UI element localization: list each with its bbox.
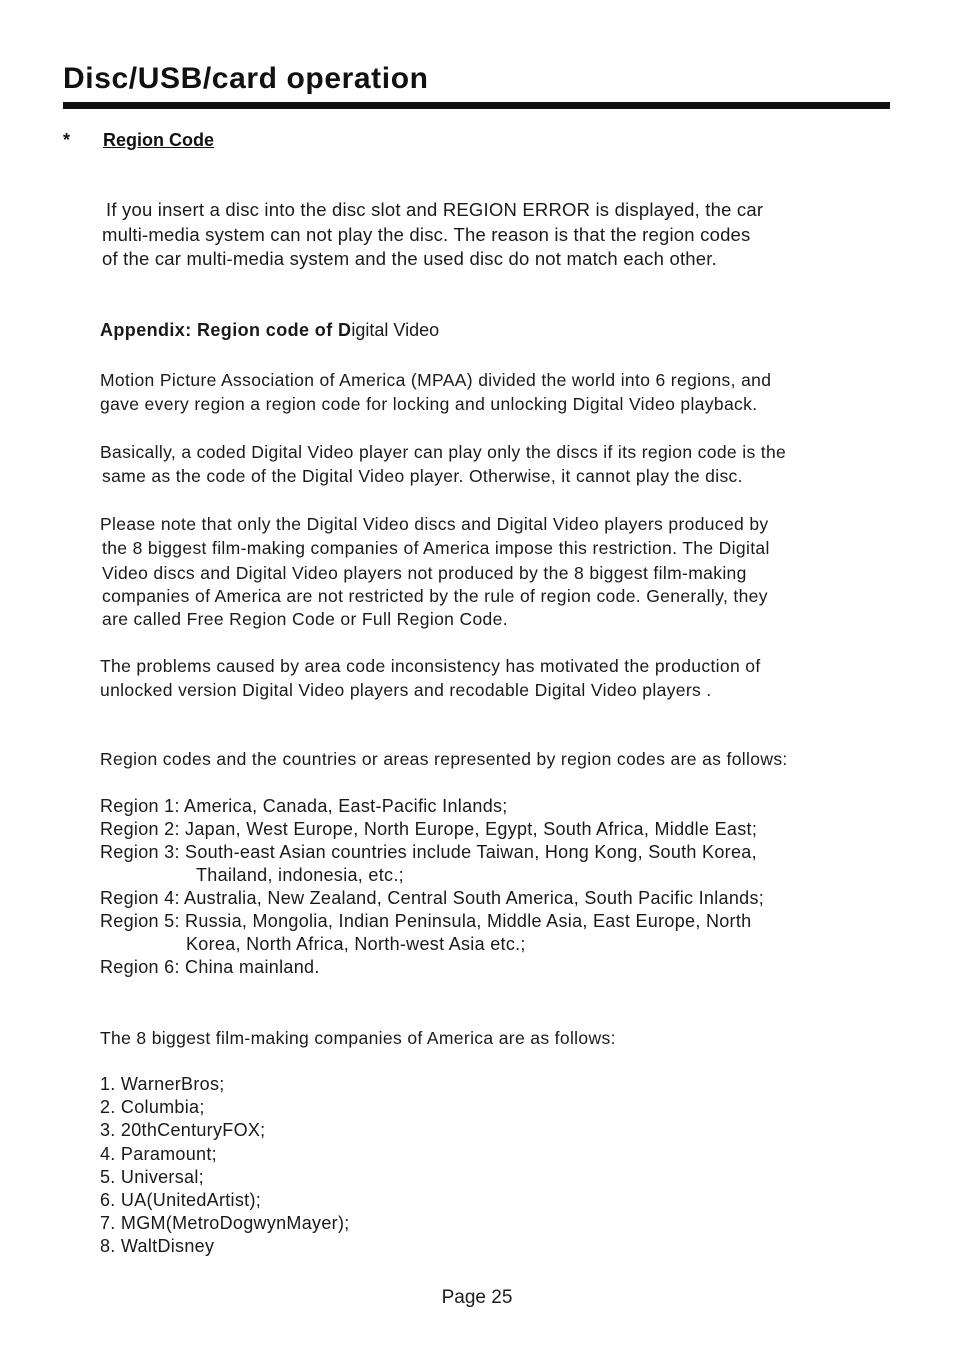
appendix-heading [100, 320, 439, 341]
para3-line: are called Free Region Code or Full Region Code. [102, 609, 508, 629]
regions-intro: Region codes and the countries or areas represented by region codes are as follows: [100, 749, 788, 769]
title-rule [63, 102, 890, 109]
para3-line: companies of America are not restricted by the rule of region code. Generally, they [102, 586, 768, 606]
page-title: Disc/USB/card operation [63, 62, 429, 95]
para3-line: Please note that only the Digital Video discs and Digital Video players produced by [100, 514, 769, 534]
section-title: Region Code [103, 130, 214, 150]
region-line: Region 3: South-east Asian countries include Taiwan, Hong Kong, South Korea, [100, 842, 757, 862]
company-item: 2. Columbia; [100, 1097, 205, 1117]
region-line-continued: Korea, North Africa, North-west Asia etc.; [186, 934, 526, 954]
para2-line: same as the code of the Digital Video player. Otherwise, it cannot play the disc. [102, 466, 743, 486]
section-heading [63, 130, 214, 151]
company-item: 6. UA(UnitedArtist); [100, 1190, 262, 1210]
para1-line: Motion Picture Association of America (MPAA) divided the world into 6 regions, and [100, 370, 772, 390]
appendix-heading-rest: igital Video [351, 320, 440, 340]
company-item: 7. MGM(MetroDogwynMayer); [100, 1213, 350, 1233]
para4-line: The problems caused by area code inconsistency has motivated the production of [100, 656, 761, 676]
para3-line: Video discs and Digital Video players not produced by the 8 biggest film-making [102, 563, 747, 583]
region-line: Region 4: Australia, New Zealand, Central South America, South Pacific Inlands; [100, 888, 765, 908]
region-line: Region 5: Russia, Mongolia, Indian Peninsula, Middle Asia, East Europe, North [100, 911, 752, 931]
para4-line: unlocked version Digital Video players and recodable Digital Video players . [100, 680, 712, 700]
para1-line: gave every region a region code for locking and unlocking Digital Video playback. [100, 394, 758, 414]
company-item: 4. Paramount; [100, 1144, 217, 1164]
company-item: 5. Universal; [100, 1167, 204, 1187]
company-item: 1. WarnerBros; [100, 1074, 225, 1094]
region-line-continued: Thailand, indonesia, etc.; [196, 865, 404, 885]
companies-intro: The 8 biggest film-making companies of America are as follows: [100, 1028, 616, 1048]
region-line: Region 1: America, Canada, East-Pacific Inlands; [100, 796, 508, 816]
intro-line: of the car multi-media system and the used disc do not match each other. [102, 248, 717, 269]
page-number: Page 25 [441, 1287, 513, 1308]
para3-line: the 8 biggest film-making companies of America impose this restriction. The Digital [102, 538, 770, 558]
intro-line: If you insert a disc into the disc slot and REGION ERROR is displayed, the car [106, 199, 764, 220]
appendix-heading-bold: Appendix: Region code of D [100, 320, 352, 340]
section-bullet: * [63, 130, 71, 150]
company-item: 8. WaltDisney [100, 1236, 215, 1256]
region-line: Region 6: China mainland. [100, 957, 320, 977]
para2-line: Basically, a coded Digital Video player can play only the discs if its region code is the [100, 442, 787, 462]
company-item: 3. 20thCenturyFOX; [100, 1120, 266, 1140]
intro-line: multi-media system can not play the disc. The reason is that the region codes [102, 224, 751, 245]
region-line: Region 2: Japan, West Europe, North Europe, Egypt, South Africa, Middle East; [100, 819, 758, 839]
